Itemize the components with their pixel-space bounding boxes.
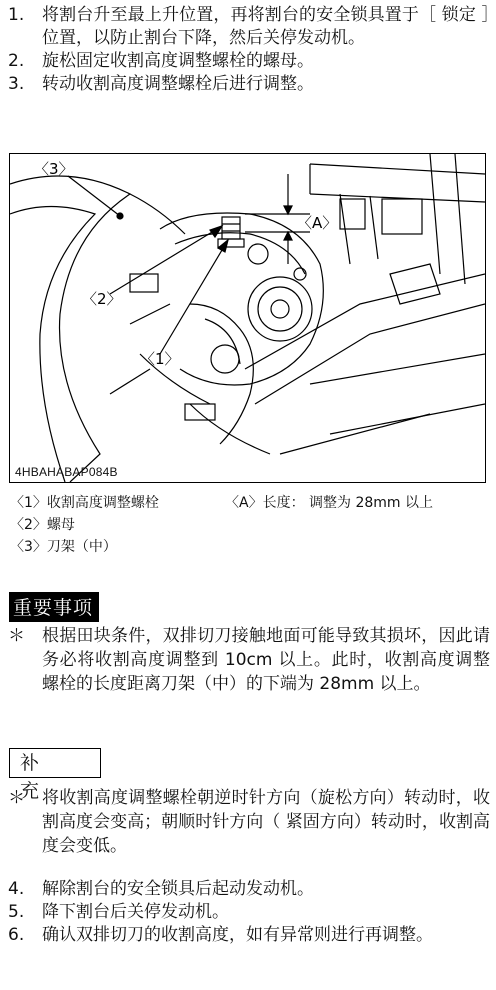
callout-2: 〈2〉 bbox=[82, 290, 122, 308]
note-bullet: ＊ bbox=[8, 626, 25, 646]
supplement-heading: 补 充 bbox=[9, 748, 101, 778]
step-text: 降下割台后关停发动机。 bbox=[42, 902, 229, 922]
machine-drawing bbox=[10, 154, 485, 482]
important-text: 根据田块条件，双排切刀接触地面可能导致其损坏，因此请务必将收割高度调整到 10cm 以上。此时，收割高度调整螺栓的长度距离刀架（中）的下端为 28mm 以上。 bbox=[42, 626, 490, 694]
figure-code: 4HBAHABAP084B bbox=[15, 465, 118, 479]
callout-3: 〈3〉 bbox=[34, 160, 74, 178]
step-number: 6. bbox=[8, 925, 25, 945]
supplement-note bbox=[8, 786, 490, 858]
step-item bbox=[8, 50, 490, 73]
step-item bbox=[8, 878, 490, 901]
step-number: 3. bbox=[8, 74, 25, 94]
step-item bbox=[8, 924, 490, 947]
step-item bbox=[8, 901, 490, 924]
figure-legend bbox=[10, 492, 433, 558]
step-number: 1. bbox=[8, 5, 25, 25]
step-text: 确认双排切刀的收割高度，如有异常则进行再调整。 bbox=[42, 925, 433, 945]
step-item bbox=[8, 4, 490, 50]
step-number: 5. bbox=[8, 902, 25, 922]
steps-list-top bbox=[8, 4, 490, 96]
note-bullet: ＊ bbox=[8, 788, 25, 808]
technical-illustration bbox=[9, 153, 486, 483]
legend-item-a: 〈A〉长度： 调整为 28mm 以上 bbox=[225, 495, 434, 511]
callout-a: 〈A〉 bbox=[297, 214, 338, 232]
steps-list-bottom bbox=[8, 878, 490, 947]
supplement-text: 将收割高度调整螺栓朝逆时针方向（旋松方向）转动时，收割高度会变高；朝顺时针方向（ 紧固方向）转动时，收割高度会变低。 bbox=[42, 788, 490, 856]
important-heading: 重要事项 bbox=[9, 592, 99, 622]
step-text: 解除割台的安全锁具后起动发动机。 bbox=[42, 879, 314, 899]
important-note bbox=[8, 624, 490, 696]
step-item bbox=[8, 73, 490, 96]
legend-item-2: 〈2〉螺母 bbox=[10, 517, 75, 533]
callout-1: 〈1〉 bbox=[140, 350, 180, 368]
step-number: 2. bbox=[8, 51, 25, 71]
step-text: 转动收割高度调整螺栓后进行调整。 bbox=[42, 74, 314, 94]
legend-item-1: 〈1〉收割高度调整螺栓 bbox=[10, 495, 159, 511]
step-text: 旋松固定收割高度调整螺栓的螺母。 bbox=[42, 51, 314, 71]
legend-item-3: 〈3〉刀架（中） bbox=[10, 539, 117, 555]
step-number: 4. bbox=[8, 879, 25, 899]
step-text: 将割台升至最上升位置，再将割台的安全锁具置于［ 锁定 ］位置，以防止割台下降，然后关停发动机。 bbox=[42, 5, 490, 48]
